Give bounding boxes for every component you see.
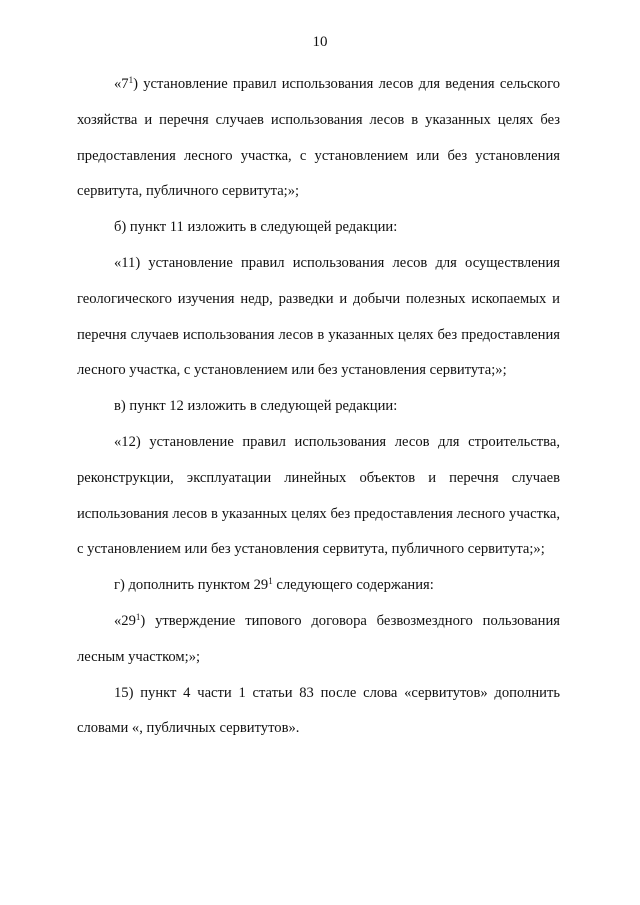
superscript: 1: [268, 576, 273, 587]
paragraph-item-b: [77, 210, 560, 246]
paragraph-text: 15) пункт 4 части 1 статьи 83 после слова «сервитутов» дополнить словами «, публичных сервитутов».: [77, 684, 560, 737]
document-body: [77, 67, 560, 747]
superscript: 1: [128, 75, 134, 85]
paragraph-text: «12) установление правил использования лесов для строительства, реконструкции, эксплуатации линейных объектов и перечня случаев использования лесов в указанных целях без предоставления лесного участка, с установлением или без установления сервитута, публичного сервитута;»;: [77, 433, 560, 558]
paragraph-clause-29-1: [77, 604, 560, 676]
paragraph-text: в) пункт 12 изложить в следующей редакции:: [114, 398, 398, 415]
paragraph-clause-12: [77, 425, 560, 568]
paragraph-text-continued: ) утверждение типового договора безвозмездного пользования лесным участком;»;: [77, 612, 560, 665]
paragraph-text: б) пункт 11 изложить в следующей редакции:: [114, 219, 398, 236]
page-number: 10: [312, 34, 328, 50]
paragraph-clause-11: [77, 246, 560, 389]
paragraph-text: «29: [114, 612, 136, 629]
paragraph-text: «11) установление правил использования лесов для осуществления геологического изучения недр, разведки и добычи полезных ископаемых и перечня случаев использования лесов в указанных целях без предоставления лесного участка, с установлением или без установления сервитута;»;: [77, 254, 560, 379]
paragraph-text: г) дополнить пунктом 29: [114, 577, 269, 594]
paragraph-item-15: [77, 676, 560, 748]
superscript: 1: [135, 611, 141, 622]
paragraph-item-g: [77, 568, 560, 604]
paragraph-item-v: [77, 389, 560, 425]
paragraph-text-continued: ) установление правил использования лесов для ведения сельского хозяйства и перечня случаев использования лесов в указанных целях без предоставления лесного участка, с установлением или без установления сервитута, публичного сервитута;»;: [77, 76, 560, 200]
paragraph-text-continued: следующего содержания:: [272, 577, 434, 594]
paragraph-text: «7: [114, 76, 129, 92]
paragraph-clause-7-1: [77, 67, 560, 210]
